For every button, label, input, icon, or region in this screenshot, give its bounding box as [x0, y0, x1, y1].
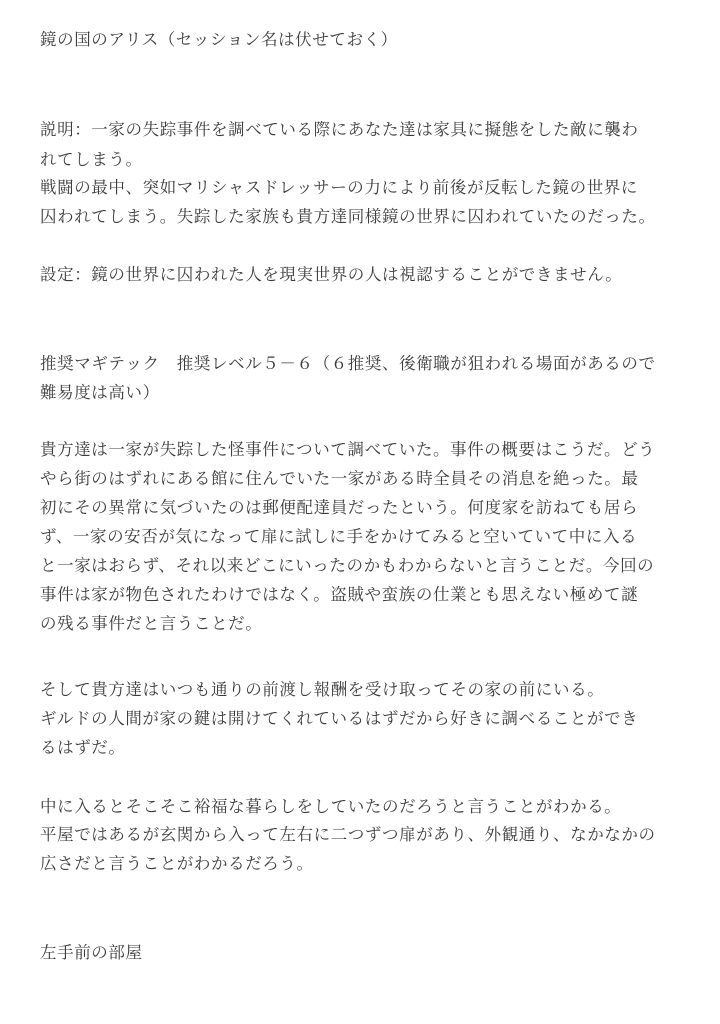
story-line: 初にその異常に気づいたのは郵便配達員だったという。何度家を訪ねても居ら: [40, 498, 639, 517]
story-line: の残る事件だと言うことだ。: [40, 614, 263, 633]
setting-line: 設定：鏡の世界に囚われた人を現実世界の人は視認することができません。: [40, 265, 623, 284]
story-line: と一家はおらず、それ以来どこにいったのかもわからないと言うことだ。今回の: [40, 556, 655, 575]
story-line: やら街のはずれにある館に住んでいた一家がある時全員その消息を絶った。最: [40, 469, 639, 488]
description-line: 戦闘の最中、突如マリシャスドレッサーの力により前後が反転した鏡の世界に: [40, 178, 639, 197]
house-line: 広さだと言うことがわかるだろう。: [40, 854, 314, 873]
house-line: 中に入るとそこそこ裕福な暮らしをしていたのだろうと言うことがわかる。: [40, 797, 622, 816]
house-line: 平屋ではあるが玄関から入って左右に二つずつ扉があり、外観通り、なかなかの: [40, 825, 656, 844]
document-title: 鏡の国のアリス（セッション名は伏せておく）: [40, 30, 398, 49]
recommendation-line: 推奨マギテック 推奨レベル５－６（６推奨、後衛職が狙われる場面があるので: [40, 354, 656, 373]
description-line: れてしまう。: [40, 150, 143, 169]
description-line: 囚われてしまう。失踪した家族も貴方達同様鏡の世界に囚われていたのだった。: [40, 207, 656, 226]
recommendation-line: 難易度は高い）: [40, 383, 160, 402]
guild-line: そして貴方達はいつも通りの前渡し報酬を受け取ってその家の前にいる。: [40, 680, 605, 699]
description-line: 説明：一家の失踪事件を調べている際にあなた達は家具に擬態をした敵に襲わ: [40, 120, 639, 139]
story-line: ず、一家の安否が気になって扉に試しに手をかけてみると空いていて中に入る: [40, 527, 638, 546]
story-line: 貴方達は一家が失踪した怪事件について調べていた。事件の概要はこうだ。どう: [40, 440, 656, 459]
story-line: 事件は家が物色されたわけではなく。盗賊や蛮族の仕業とも思えない極めて謎: [40, 585, 639, 604]
guild-line: ギルドの人間が家の鍵は開けてくれているはずだから好きに調べることができ: [40, 709, 639, 728]
section-heading: 左手前の部屋: [40, 943, 143, 962]
guild-line: るはずだ。: [40, 738, 126, 757]
